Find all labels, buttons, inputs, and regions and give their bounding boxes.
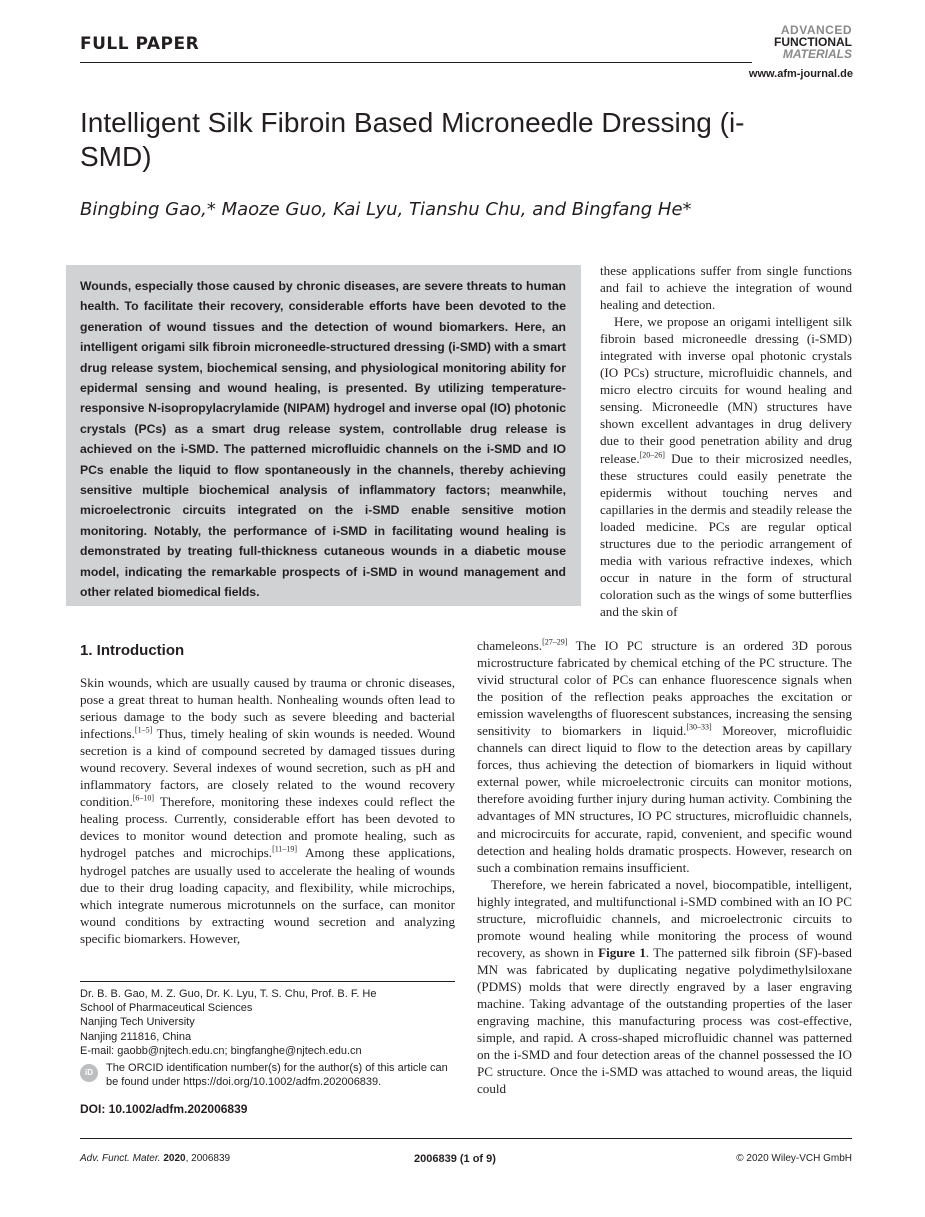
intro-paragraph: these applications suffer from single functions and fail to achieve the integration of wound healing and detection. (600, 263, 852, 313)
text-run: The IO PC structure is an ordered 3D porous microstructure fabricated by chemical etching of the PC structure. The vivid structural color of PCs can enhance fluorescence signals when the position of the reflection peaks approaches the excitation or emission wavelengths of fluorescent substances, increasing the sensing sensitivity to biomarkers in liquid. (477, 638, 852, 739)
text-run: Due to their microsized needles, these structures could easily penetrate the epidermis without touching nerves and capillaries in the dermis and steadily release the loaded medicine. PCs are regular optical structures due to the periodic arrangement of media with various refractive indexes, which occur in nature in the form of structural coloration such as the wings of some butterflies and the skin of (600, 450, 852, 619)
journal-logo (752, 24, 852, 60)
affiliation-city: Nanjing 211816, China (80, 1030, 192, 1043)
text-run: Thus, timely healing of skin wounds is needed. Wound secretion is a kind of compound secreted by damaged tissues during wound recovery. Several indexes of wound secretion, such as pH and inflammatory factors, are closely related to the wound recovery condition. (80, 726, 455, 810)
text-run: . The patterned silk fibroin (SF)-based MN was fabricated by duplicating negative polydimethylsiloxane (PDMS) molds that were directly engraved by a laser engraving machine. Taking advantage of the outstanding properties of the laser engraving machine, this manufacturing process was cost-effective, simple, and rapid. A cross-shaped microfluidic channel was patterned on the i-SMD and four detection areas of the channel possessed the IO PC structure. Once the i-SMD was attached to wound areas, the liquid could (477, 944, 852, 1097)
author-list: Bingbing Gao,* Maoze Guo, Kai Lyu, Tianshu Chu, and Bingfang He* (80, 199, 692, 220)
text-run: Here, we propose an origami intelligent silk fibroin based microneedle dressing (i-SMD) integrated with inverse opal photonic crystals (IO PCs) structure, microfluidic channels, and micro electro circuits for wound healing and sensing. Microneedle (MN) structures have shown excellent advantages in drug delivery due to their good penetration ability and drug release. (600, 314, 852, 466)
header-rule (80, 62, 752, 63)
intro-paragraph (80, 674, 455, 947)
footer-citation (80, 1153, 230, 1164)
orcid-note: The ORCID identification number(s) for the author(s) of this article can be found under https://doi.org/10.1002/adfm.202006839. (106, 1062, 448, 1088)
citation[interactable]: [30–33] (686, 722, 712, 732)
paper-title: Intelligent Silk Fibroin Based Microneedle Dressing (i-SMD) (80, 107, 745, 172)
footer-year: 2020 (163, 1153, 186, 1164)
journal-abbrev: Adv. Funct. Mater. (80, 1153, 161, 1164)
section-heading: 1. Introduction (80, 642, 185, 659)
footer-rule (80, 1138, 852, 1139)
logo-line-1: ADVANCED (780, 23, 852, 37)
text-run: Skin wounds, which are usually caused by trauma or chronic diseases, pose a great threat to human health. Nonhealing wounds often lead to serious damage to the body such as severe bleeding and bacterial infections. (80, 675, 455, 742)
affiliation-school: School of Pharmaceutical Sciences (80, 1002, 253, 1015)
left-column (80, 674, 455, 947)
citation[interactable]: [11–19] (272, 845, 298, 855)
intro-paragraph (477, 637, 852, 876)
affiliation-university: Nanjing Tech University (80, 1016, 195, 1029)
section-label: FULL PAPER (80, 34, 200, 54)
doi[interactable]: DOI: 10.1002/adfm.202006839 (80, 1102, 248, 1116)
copyright: © 2020 Wiley-VCH GmbH (736, 1153, 852, 1164)
affiliation-block (80, 987, 460, 1058)
intro-paragraph (477, 876, 852, 1098)
text-run: chameleons. (477, 638, 543, 653)
logo-line-2: FUNCTIONAL (774, 35, 852, 49)
right-column-main (477, 637, 852, 1097)
page-number: 2006839 (1 of 9) (414, 1153, 496, 1165)
affiliation-rule (80, 981, 455, 982)
logo-line-3: MATERIALS (782, 47, 852, 61)
footer-article-no: , 2006839 (185, 1153, 231, 1164)
citation[interactable]: [27–29] (542, 637, 568, 647)
intro-paragraph (600, 313, 852, 620)
text-run: Therefore, monitoring these indexes could reflect the healing process. Currently, considerable effort has been devoted to devices to monitor wound detection and promote healing, such as hydrogel patches and microchips. (80, 794, 455, 861)
affiliation-email[interactable]: E-mail: gaobb@njtech.edu.cn; bingfanghe@njtech.edu.cn (80, 1044, 362, 1057)
citation[interactable]: [20–26] (639, 450, 665, 460)
right-column-top (600, 262, 852, 620)
orcid-icon[interactable]: iD (80, 1064, 98, 1082)
citation[interactable]: [1–5] (134, 725, 153, 735)
journal-url[interactable]: www.afm-journal.de (748, 68, 853, 80)
citation[interactable]: [6–10] (132, 793, 155, 803)
figure-reference[interactable]: Figure 1 (598, 944, 646, 960)
abstract: Wounds, especially those caused by chronic diseases, are severe threats to human health. To facilitate their recovery, considerable efforts have been devoted to the generation of wound tissues and the detection of wound biomarkers. Here, an intelligent origami silk fibroin microneedle-structured dressing (i-SMD) with a smart drug release system, biochemical sensing, and physiological monitoring ability for epidermal sensing and wound healing, is presented. By utilizing temperature-responsive N-isopropylacrylamide (NIPAM) hydrogel and inverse opal (IO) photonic crystals (PCs) as a smart drug release system, controllable drug release is achieved on the i-SMD. The patterned microfluidic channels on the i-SMD and IO PCs enable the liquid to flow spontaneously in the channels, thereby achieving sensitive multiple biochemical analysis of inflammatory factors; meanwhile, microelectronic circuits integrated on the i-SMD enable sensitive motion monitoring. Notably, the performance of i-SMD in facilitating wound healing is demonstrated by treating full-thickness cutaneous wounds in a diabetic mouse model, indicating the remarkable prospects of i-SMD in wound management and other related biomedical fields. (80, 279, 566, 600)
text-run: Among these applications, hydrogel patches are usually used to accelerate the healing of wounds due to their drug loading capacity, and flexibility, while microchips, which integrate numerous microtunnels on the surface, can monitor wound conditions by extracting wound secretion and analyzing specific biomarkers. However, (80, 845, 455, 946)
text-run: Moreover, microfluidic channels can direct liquid to flow to the detection areas by capillary forces, thus achieving the detection of biomarkers in liquid without external power, while microelectronic circuits can monitor motions, therefore avoiding further injury during human activity. Combining the advantages of MN structures, IO PC structures, microfluidic channels, and microcircuits for accurate, rapid, convenient, and specific wound detection and healing holds dramatic prospects. However, research on such a combination remains insufficient. (477, 723, 852, 875)
affiliation-names: Dr. B. B. Gao, M. Z. Guo, Dr. K. Lyu, T. S. Chu, Prof. B. F. He (80, 988, 377, 1000)
text-run: Therefore, we herein fabricated a novel, biocompatible, intelligent, highly integrated, and multifunctional i-SMD combined with an IO PC structure, microfluidic channels, and microelectronic circuits to promote wound healing while monitoring the process of wound recovery, as shown in (477, 876, 852, 960)
